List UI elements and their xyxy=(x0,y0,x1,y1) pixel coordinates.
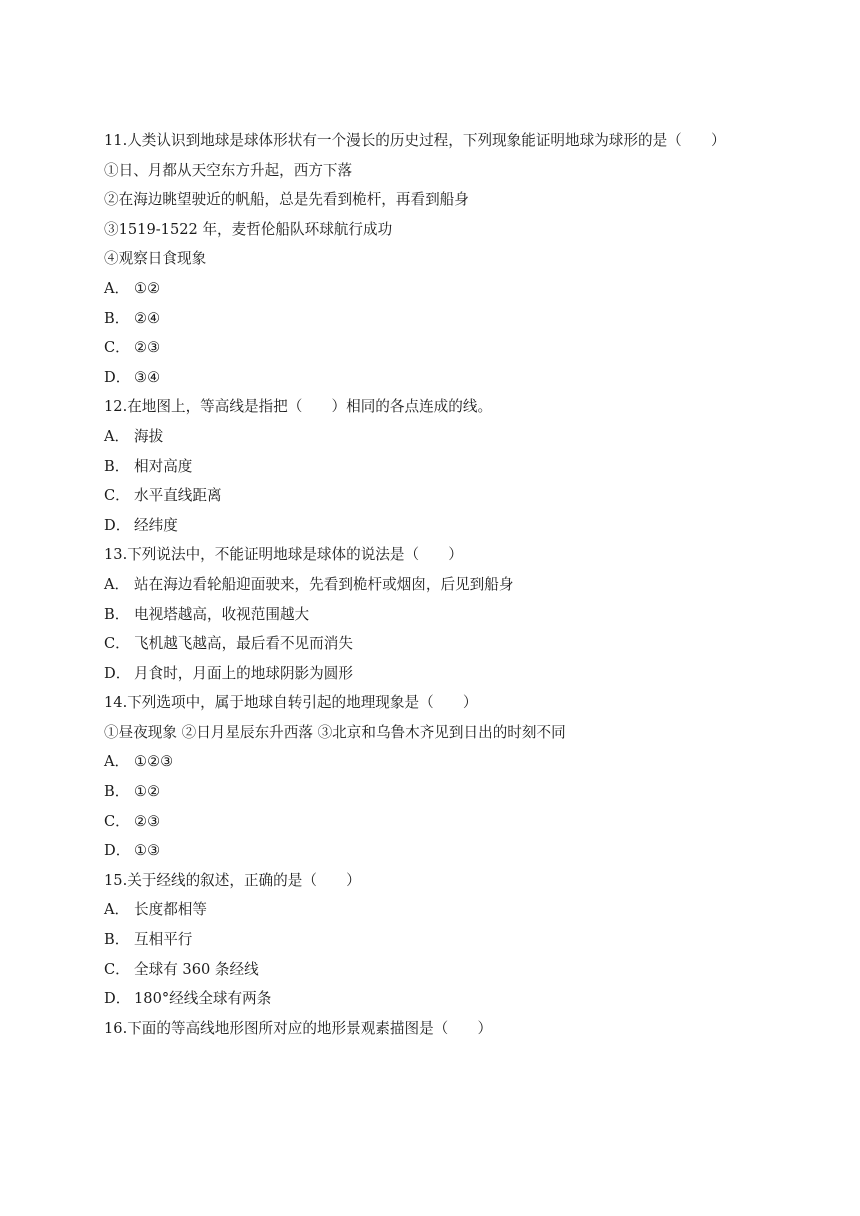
option-text: 经纬度 xyxy=(134,516,178,534)
option-letter: A． xyxy=(104,753,130,771)
question-13-option-b xyxy=(104,600,784,630)
option-text: ③④ xyxy=(134,368,161,386)
option-letter: A． xyxy=(104,279,130,297)
option-letter: C． xyxy=(104,960,130,978)
question-15-option-c xyxy=(104,955,784,985)
option-letter: C． xyxy=(104,812,130,830)
option-letter: A． xyxy=(104,901,130,919)
option-letter: B． xyxy=(104,931,130,949)
option-text: ①② xyxy=(134,279,161,297)
question-11-stem: 11.人类认识到地球是球体形状有一个漫长的历史过程，下列现象能证明地球为球形的是（ ） xyxy=(104,132,726,149)
option-letter: B． xyxy=(104,783,130,801)
option-text: 长度都相等 xyxy=(134,901,207,919)
question-12-stem: 12.在地图上，等高线是指把（ ）相同的各点连成的线。 xyxy=(104,398,493,416)
question-13-option-c xyxy=(104,629,784,659)
question-15-option-b xyxy=(104,925,784,955)
question-11-statement-4: ④观察日食现象 xyxy=(104,250,207,268)
question-11-option-b xyxy=(104,304,784,334)
option-letter: A． xyxy=(104,427,130,445)
option-text: 水平直线距离 xyxy=(134,487,222,505)
question-14-option-b xyxy=(104,777,784,807)
option-text: ①③ xyxy=(134,842,161,860)
question-11-option-a xyxy=(104,274,784,304)
question-list xyxy=(104,126,784,1043)
question-11-statement-2: ②在海边眺望驶近的帆船，总是先看到桅杆，再看到船身 xyxy=(104,191,469,209)
question-12-option-a xyxy=(104,422,784,452)
question-15-stem: 15.关于经线的叙述，正确的是（ ） xyxy=(104,871,361,889)
question-11-option-d xyxy=(104,363,784,393)
option-letter: C． xyxy=(104,339,130,357)
option-letter: D． xyxy=(104,368,131,386)
question-12-option-d xyxy=(104,511,784,541)
option-text: ②④ xyxy=(134,309,161,327)
question-14-option-d xyxy=(104,836,784,866)
option-letter: B． xyxy=(104,457,130,475)
question-12-option-b xyxy=(104,452,784,482)
option-text: 180°经线全球有两条 xyxy=(134,990,272,1008)
question-11-statement-3: ③1519-1522 年，麦哲伦船队环球航行成功 xyxy=(104,220,393,238)
question-15-option-a xyxy=(104,895,784,925)
option-text: 全球有 360 条经线 xyxy=(134,960,259,978)
option-text: 站在海边看轮船迎面驶来，先看到桅杆或烟囱，后见到船身 xyxy=(134,575,514,593)
option-text: ①②③ xyxy=(134,753,174,771)
question-11-option-c xyxy=(104,333,784,363)
option-letter: C． xyxy=(104,635,130,653)
option-letter: B． xyxy=(104,605,130,623)
question-12-option-c xyxy=(104,481,784,511)
option-text: 月食时，月面上的地球阴影为圆形 xyxy=(134,664,353,682)
question-11-statement-1: ①日、月都从天空东方升起，西方下落 xyxy=(104,161,353,179)
option-letter: D． xyxy=(104,664,131,682)
question-14-option-a xyxy=(104,747,784,777)
option-text: ②③ xyxy=(134,339,161,357)
question-16-stem: 16.下面的等高线地形图所对应的地形景观素描图是（ ） xyxy=(104,1019,493,1037)
option-letter: C． xyxy=(104,487,130,505)
option-text: 海拔 xyxy=(134,427,164,445)
option-text: 互相平行 xyxy=(134,931,193,949)
option-text: ①② xyxy=(134,783,161,801)
question-13-stem: 13.下列说法中，不能证明地球是球体的说法是（ ） xyxy=(104,546,463,564)
question-14-statement-1: ①昼夜现象 ②日月星辰东升西落 ③北京和乌鲁木齐见到日出的时刻不同 xyxy=(104,723,566,741)
option-text: ②③ xyxy=(134,812,161,830)
question-15-option-d xyxy=(104,984,784,1014)
question-14-option-c xyxy=(104,807,784,837)
question-14-stem: 14.下列选项中，属于地球自转引起的地理现象是（ ） xyxy=(104,694,478,712)
question-13-option-d xyxy=(104,659,784,689)
option-text: 飞机越飞越高，最后看不见而消失 xyxy=(134,635,353,653)
option-letter: A． xyxy=(104,575,130,593)
option-letter: D． xyxy=(104,842,131,860)
option-letter: B． xyxy=(104,309,130,327)
option-letter: D． xyxy=(104,516,131,534)
question-13-option-a xyxy=(104,570,784,600)
option-text: 相对高度 xyxy=(134,457,193,475)
option-letter: D． xyxy=(104,990,131,1008)
option-text: 电视塔越高，收视范围越大 xyxy=(134,605,310,623)
